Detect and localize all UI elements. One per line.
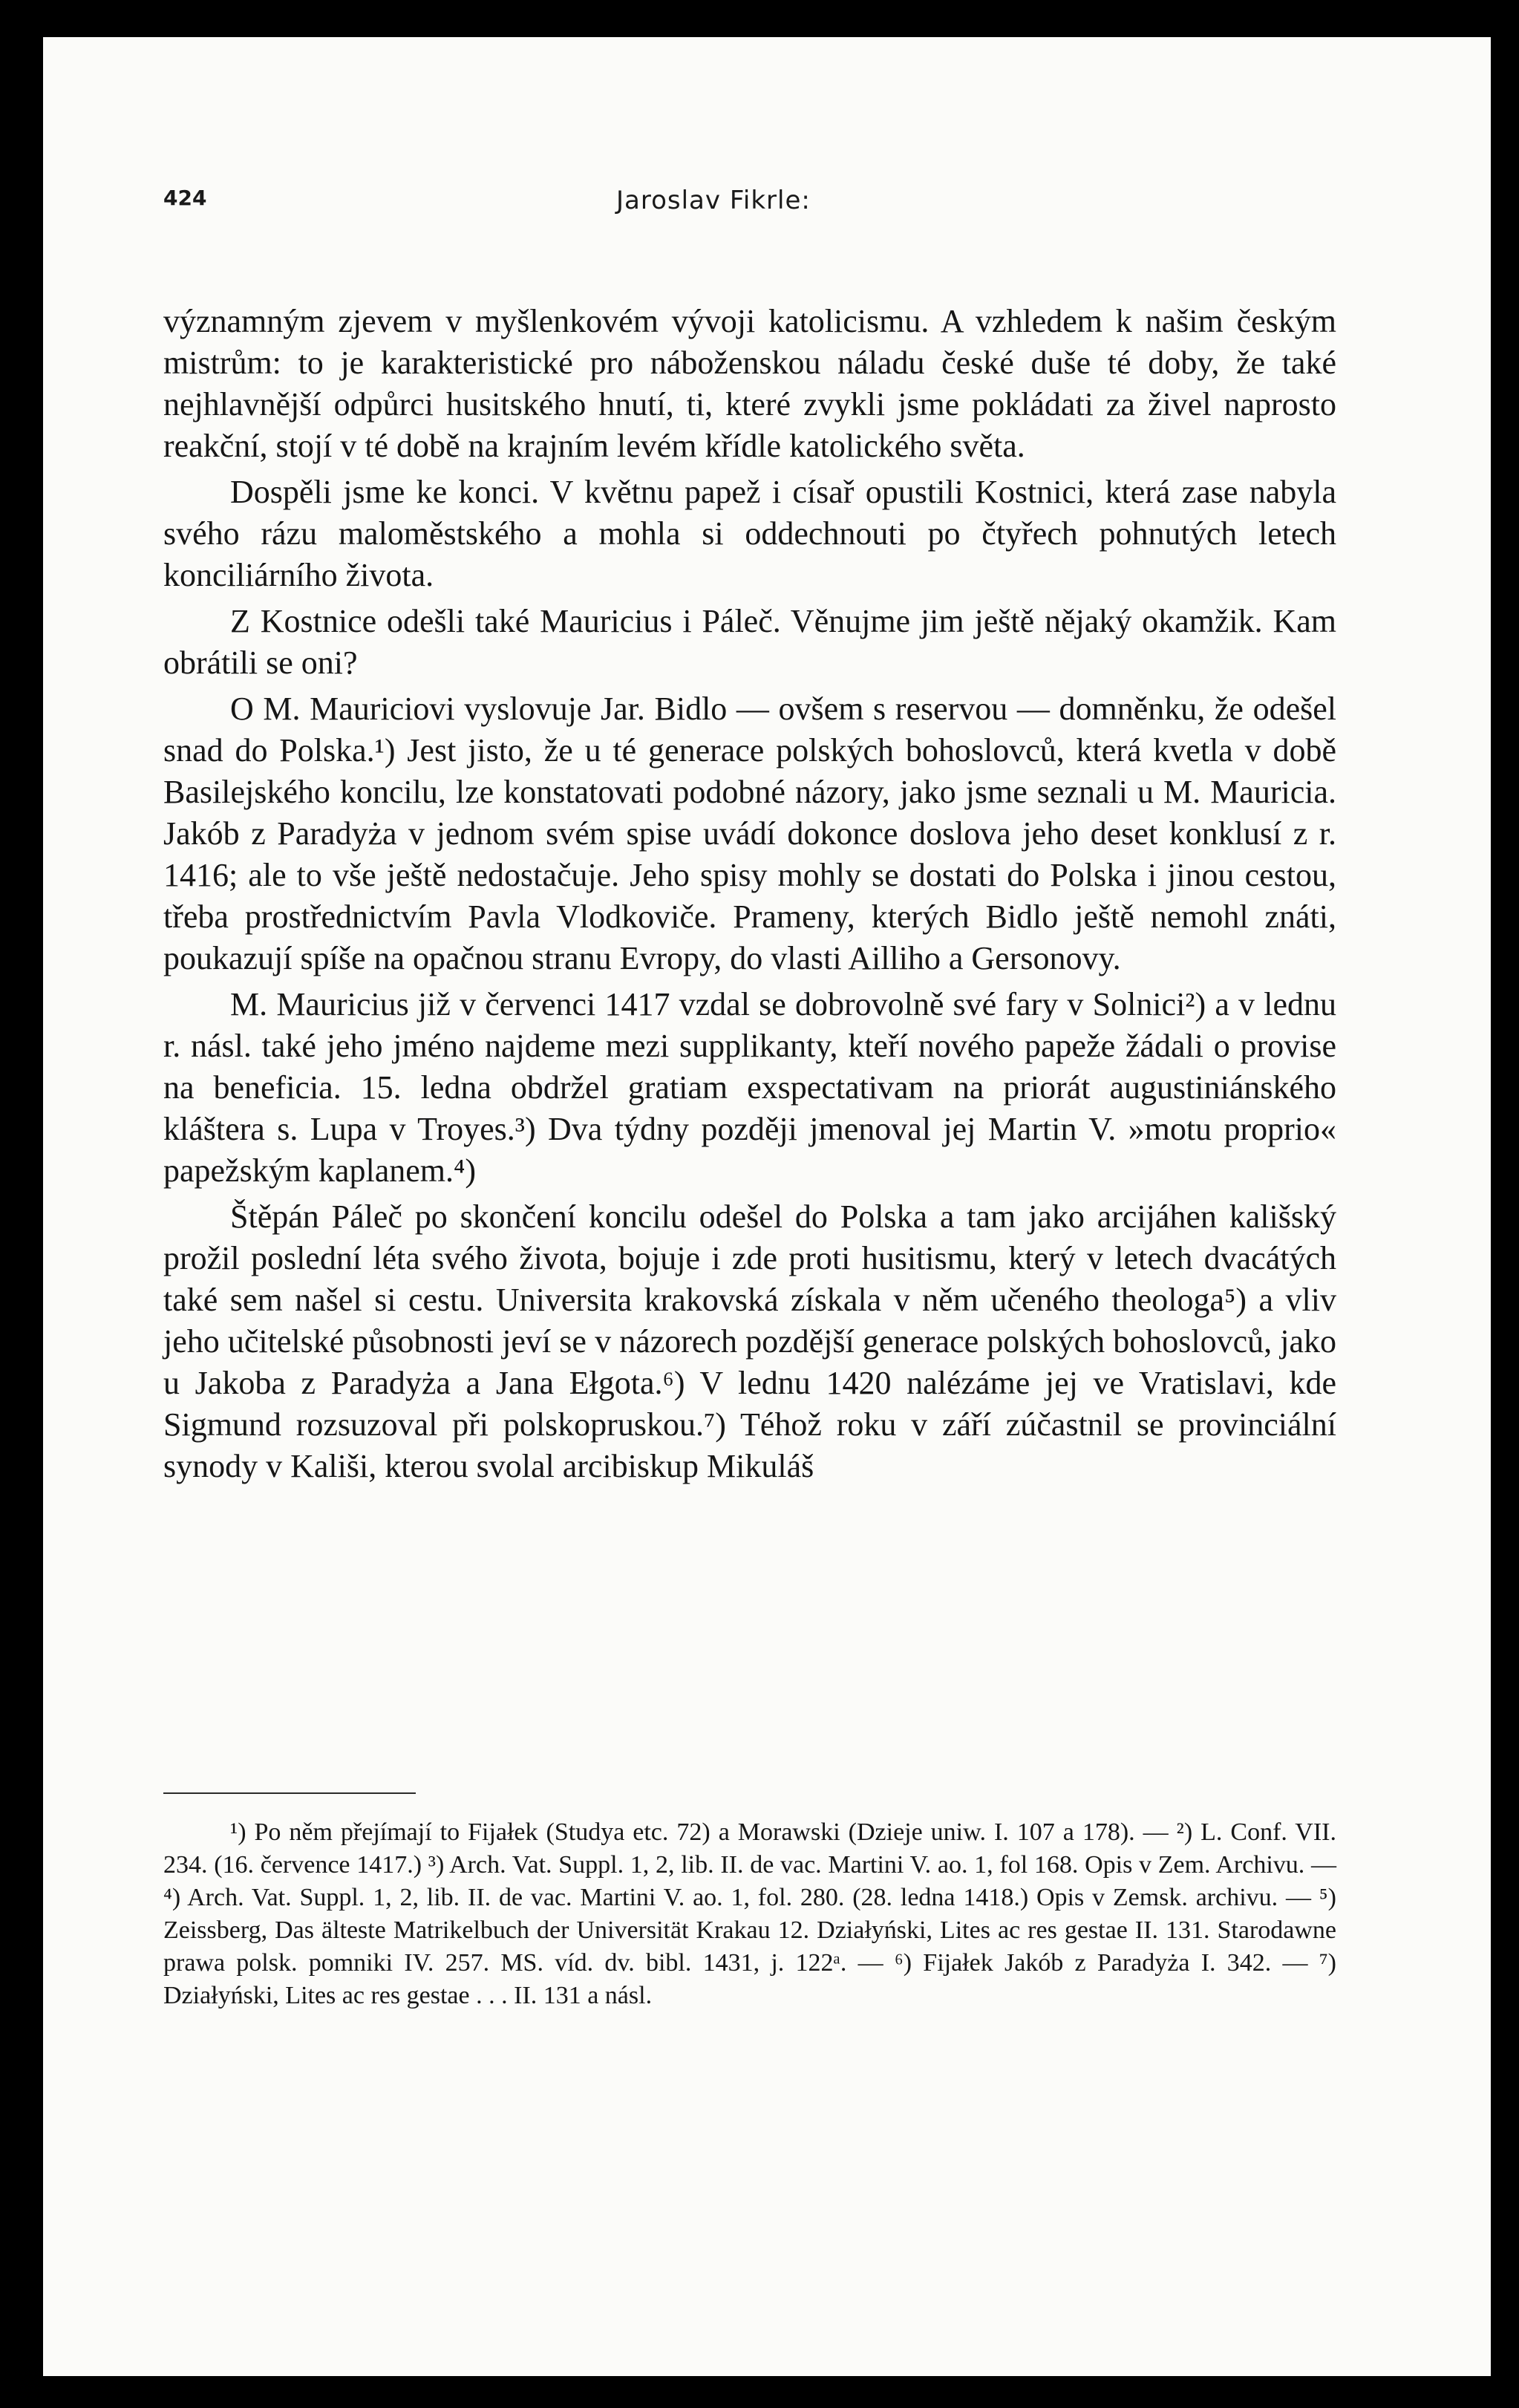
paragraph: M. Mauricius již v červenci 1417 vzdal se dobrovolně své fary v Solnici²) a v lednu r. násl. také jeho jméno najdeme mezi supplikanty, kteří nového papeže žádali o provise na beneficia. 15. ledna obdržel gratiam exspectativam na priorát augustiniánského kláštera s. Lupa v Troyes.³) Dva týdny později jmenoval jej Martin V. »motu proprio« papežským kaplanem.⁴) xyxy=(163,986,1336,1189)
running-head: Jaroslav Fikrle: xyxy=(616,186,811,215)
footnotes xyxy=(163,1816,1336,2012)
paragraph: Dospěli jsme ke konci. V květnu papež i císař opustili Kostnici, která zase nabyla svého rázu maloměstského a mohla si oddechnouti po čtyřech pohnutých letech konciliárního života. xyxy=(163,474,1336,593)
paragraph: O M. Mauriciovi vyslovuje Jar. Bidlo — ovšem s reservou — domněnku, že odešel snad do Polska.¹) Jest jisto, že u té generace polských bohoslovců, která kvetla v době Basilejského koncilu, lze konstatovati podobné názory, jako jsme seznali u M. Mauricia. Jakób z Paradyża v jednom svém spise uvádí dokonce doslova jeho deset konklusí z r. 1416; ale to vše ještě nedostačuje. Jeho spisy mohly se dostati do Polska i jinou cestou, třeba prostřednictvím Pavla Vlodkoviče. Prameny, kterých Bidlo ještě nemohl znáti, poukazují spíše na opačnou stranu Evropy, do vlasti Ailliho a Gersonovy. xyxy=(163,691,1336,976)
paragraph: Štěpán Páleč po skončení koncilu odešel do Polska a tam jako arcijáhen kališský prožil poslední léta svého života, bojuje i zde proti husitismu, který v letech dvacátých také sem našel si cestu. Universita krakovská získala v něm učeného theologa⁵) a vliv jeho učitelské působnosti jeví se v názorech pozdější generace polských bohoslovců, jako u Jakoba z Paradyża a Jana Ełgota.⁶) V lednu 1420 nalézáme jej ve Vratislavi, kde Sigmund rozsuzoval při polskopruskou.⁷) Téhož roku v září zúčastnil se provinciální synody v Kališi, kterou svolal arcibiskup Mikuláš xyxy=(163,1198,1336,1484)
body-text xyxy=(163,301,1336,1492)
page-header xyxy=(163,186,1336,230)
paragraph: Z Kostnice odešli také Mauricius i Páleč. Věnujme jim ještě nějaký okamžik. Kam obrátili se oni? xyxy=(163,603,1336,681)
page-number: 424 xyxy=(163,186,207,210)
footnote-text: ¹) Po něm přejímají to Fijałek (Studya etc. 72) a Morawski (Dzieje uniw. I. 107 a 178). — ²) L. Conf. VII. 234. (16. července 1417.) ³) Arch. Vat. Suppl. 1, 2, lib. II. de vac. Martini V. ao. 1, fol 168. Opis v Zem. Archivu. — ⁴) Arch. Vat. Suppl. 1, 2, lib. II. de vac. Martini V. ao. 1, fol. 280. (28. ledna 1418.) Opis v Zemsk. archivu. — ⁵) Zeissberg, Das älteste Matrikelbuch der Universität Krakau 12. Działyński, Lites ac res gestae II. 131. Starodawne prawa polsk. pomniki IV. 257. MS. víd. dv. bibl. 1431, j. 122ᵃ. — ⁶) Fijałek Jakób z Paradyża I. 342. — ⁷) Działyński, Lites ac res gestae . . . II. 131 a násl. xyxy=(163,1818,1336,2009)
footnote-divider xyxy=(163,1792,416,1794)
paragraph: významným zjevem v myšlenkovém vývoji katolicismu. A vzhledem k našim českým mistrům: to je karakteristické pro náboženskou náladu české duše té doby, že také nejhlavnější odpůrci husitského hnutí, ti, které zvykli jsme pokládati za živel naprosto reakční, stojí v té době na krajním levém křídle katolického světa. xyxy=(163,303,1336,464)
